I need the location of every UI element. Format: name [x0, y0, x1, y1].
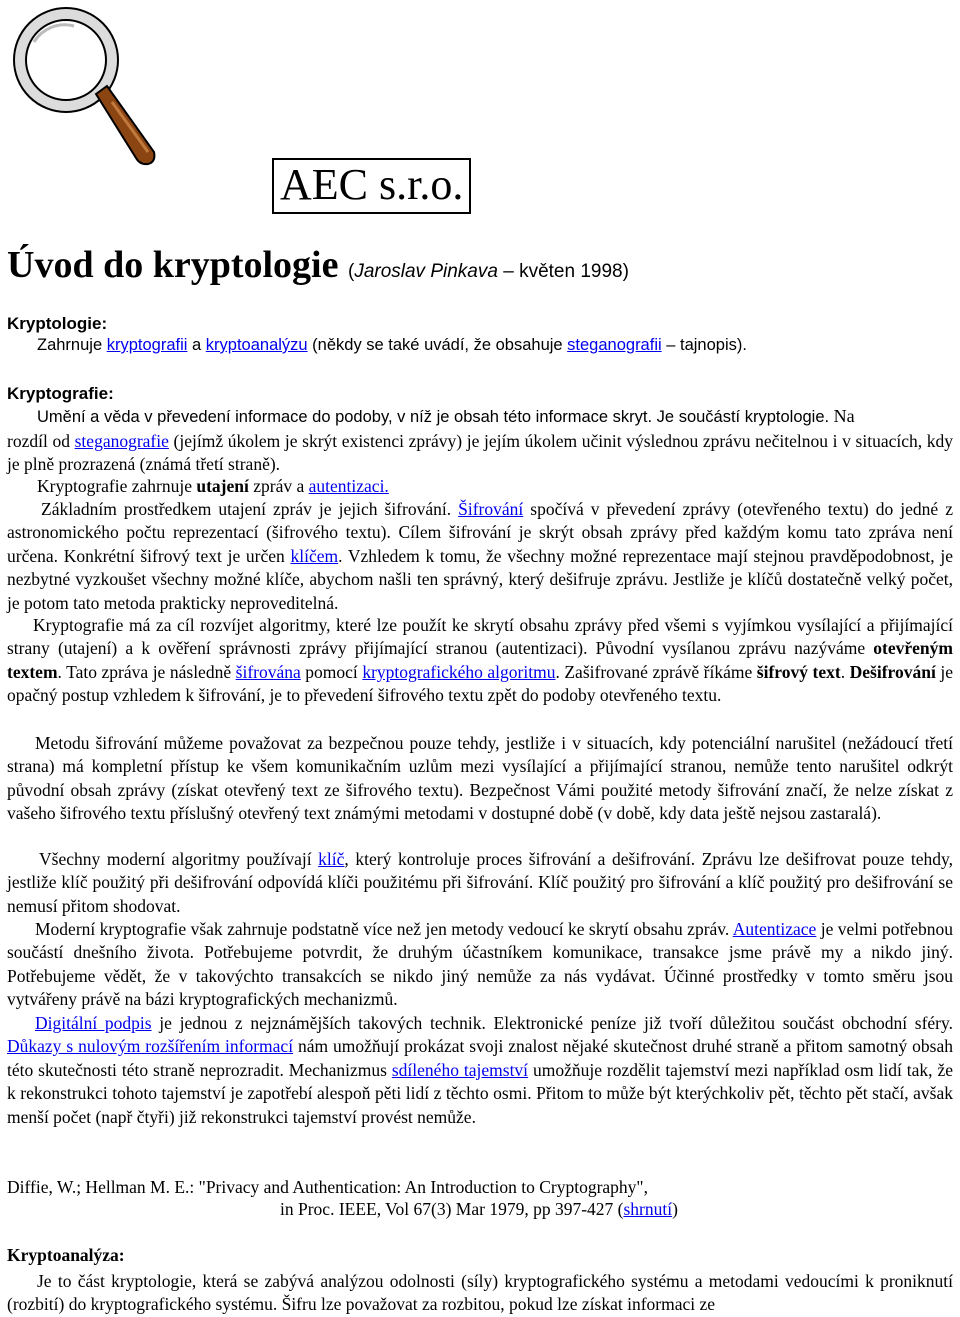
- title-dash: –: [503, 261, 514, 282]
- link-autentizaci[interactable]: autentizaci.: [308, 476, 389, 496]
- heading-kryptologie: Kryptologie:: [7, 314, 108, 333]
- link-dukazy[interactable]: Důkazy s nulovým rozšířením informací: [7, 1036, 294, 1057]
- kryptografie-line1: [37, 406, 855, 427]
- title-open: (: [347, 261, 355, 282]
- text: in Proc. IEEE, Vol 67(3) Mar 1979, pp 397-427 (: [280, 1199, 624, 1219]
- text: Zahrnuje: [37, 336, 107, 354]
- text: Moderní kryptografie však zahrnuje podstatně více než jen metody vedoucí ke skrytí obsahu zpráv.: [35, 919, 733, 939]
- text: Všechny moderní algoritmy používají: [39, 849, 319, 869]
- reference-line2: [280, 1199, 678, 1220]
- link-steganografie[interactable]: steganografie: [74, 431, 169, 451]
- heading-kryptoanalyza: Kryptoanalýza:: [7, 1245, 125, 1265]
- title-author: Jaroslav Pinkava: [354, 261, 498, 282]
- title-main: Úvod do kryptologie: [7, 244, 339, 286]
- link-klic[interactable]: klíč: [318, 849, 345, 869]
- text: a: [187, 336, 206, 354]
- heading-kryptografie: Kryptografie:: [7, 384, 114, 403]
- link-kryptograficky-algoritmus[interactable]: kryptografického algoritmu: [362, 661, 556, 682]
- text: je velmi potřebnou součástí dnešního života. Potřebujeme potvrdit, že druhým účastníkem komunikace, transakce jsme právě my a nikdo jiný. Potřebujeme vědět, že v takovýchto transakcích se nikdo jiný nemůže za nás vydávat. Účinné prostředky v tomto směru jsou vytvářeny právě na bázi kryptografických mechanizmů.: [7, 919, 953, 1010]
- text: pomocí: [300, 661, 363, 682]
- paragraph-zahrnuje: [37, 476, 389, 497]
- paragraph-kryptoanalyza: Je to část kryptologie, která se zabývá analýzou odolnosti (síly) kryptografického systému a metodami vedoucími k proniknutí (rozbití) do kryptografického systému. Šifru lze považovat za rozbitou, pokud lze získat informaci ze: [7, 1271, 953, 1315]
- text: je opačný postup vzhledem k šifrování, je to převedení šifrového textu zpět do podoby otevřeného textu.: [7, 661, 953, 706]
- link-autentizace[interactable]: Autentizace: [732, 919, 817, 939]
- magnifying-glass-icon: [4, 2, 164, 172]
- text: (jejímž úkolem je skrýt existenci zprávy) je jejím úkolem učinit výslednou zprávu nečitelnou i v situacích, kdy je plně prozrazená (známá třetí straně).: [7, 431, 954, 475]
- link-sifrovana[interactable]: šifrována: [235, 661, 301, 682]
- text: Na: [829, 406, 855, 426]
- text: je jednou z nejznámějších takových technik. Elektronické peníze již tvoří důležitou součást obchodní sféry.: [151, 1013, 953, 1033]
- text: rozdíl od: [7, 431, 75, 451]
- text: Umění a věda v převedení informace do podoby, v níž je obsah této informace skryt. Je součástí kryptologie.: [37, 408, 830, 426]
- text: nám umožňují prokázat svoji znalost nějaké skutečnost druhé straně a přitom samotný obsah této skutečnosti této straně neprozradit. Mechanizmus: [7, 1036, 954, 1080]
- text: . Vzhledem k tomu, že všechny možné reprezentace mají stejnou pravděpodobnost, je nezbytné vyzkoušet všechny možné klíče, abychom našli ten správný, který dešifruje zprávu. Jestliže je klíčů dostatečně velký počet, je potom tato metoda prakticky neproveditelná.: [7, 545, 953, 613]
- link-steganografii[interactable]: steganografii: [567, 336, 662, 354]
- paragraph-algoritmy: [7, 614, 953, 708]
- paragraph-klic: [7, 848, 953, 918]
- text: (někdy se také uvádí, že obsahuje: [307, 336, 568, 354]
- text: zpráv a: [248, 476, 309, 496]
- paragraph-autentizace: [7, 918, 953, 1012]
- page-title: [7, 242, 629, 295]
- text: . Zašifrované zprávě říkáme: [555, 661, 757, 682]
- link-kryptoanalyzu[interactable]: kryptoanalýzu: [205, 336, 308, 354]
- reference-line1: Diffie, W.; Hellman M. E.: "Privacy and Authentication: An Introduction to Cryptography",: [7, 1177, 648, 1197]
- link-digitalni-podpis[interactable]: Digitální podpis: [35, 1013, 152, 1033]
- text: , který kontroluje proces šifrování a dešifrování. Zprávu lze dešifrovat pouze tehdy, jestliže klíč použitý při dešifrování odpovídá klíči použitému při šifrování. Klíč použitý pro šifrování a klíč použitý pro dešifrování se nemusí přitom shodovat.: [7, 849, 953, 916]
- paragraph-sifrovani: [7, 498, 953, 615]
- company-name: AEC s.r.o.: [272, 158, 471, 214]
- text: Základním prostředkem utajení zpráv je jejich šifrování.: [41, 499, 459, 519]
- text: – tajnopis).: [661, 336, 747, 354]
- text: .: [840, 661, 850, 682]
- title-subtitle: [348, 261, 629, 282]
- bold-text: šifrový text: [756, 661, 841, 682]
- link-klicem[interactable]: klíčem: [290, 545, 339, 566]
- paragraph-steganografie: [7, 430, 953, 477]
- text: Kryptografie zahrnuje: [37, 476, 197, 496]
- link-sdilene-tajemstvi[interactable]: sdíleného tajemství: [391, 1059, 529, 1080]
- link-kryptografii[interactable]: kryptografii: [106, 336, 188, 354]
- bold-text: Dešifrování: [849, 661, 936, 682]
- bold-text: otevřeným textem: [7, 638, 953, 682]
- text: ): [672, 1199, 678, 1219]
- link-sifrovani[interactable]: Šifrování: [458, 499, 524, 519]
- paragraph-bezpecnost: Metodu šifrování můžeme považovat za bezpečnou pouze tehdy, jestliže i v situacích, kdy potenciální narušitel (nežádoucí třetí strana) má kompletní přístup ke všem komunikačním uzlům mezi vysílající a přijímající stranou, nemůže tento narušitel odkrýt původní obsah zprávy (získat otevřený text ze šifrového textu). Bezpečnost Vámi použité metody šifrování značí, že nelze získat z vašeho šifrového textu příslušný otevřený text známými metodami v dostupné době (v době, kdy data ještě nejsou zastaralá).: [7, 733, 953, 824]
- bold-text: utajení: [196, 476, 249, 496]
- kryptologie-definition: [37, 336, 747, 355]
- text: Kryptografie má za cíl rozvíjet algoritmy, které lze použít ke skrytí obsahu zprávy před všemi s vyjímkou vysílající a přijímající strany (utajení) a k ověření správnosti zprávy přijímající stranou (autentizaci). Původní vysílanou zprávu nazýváme: [7, 615, 953, 659]
- paragraph-digitalni-podpis: [7, 1012, 953, 1129]
- text: . Tato zpráva je následně: [57, 661, 236, 682]
- text: spočívá v převedení zprávy (otevřeného textu) do jedné z astronomického počtu reprezentací (šifrového textu). Cílem šifrování je skrýt obsah zprávy před každým komu tato zpráva není určena. Konkrétní šifrový text je určen: [7, 499, 953, 566]
- link-shrnuti[interactable]: shrnutí: [623, 1199, 673, 1219]
- text: umožňuje rozdělit tajemství mezi například osm lidí tak, že k rekonstrukci tohoto tajemství je zapotřebí alespoň pěti lidí z těchto osmi. Přitom to může být kterýchkoliv pět, těchto pět stačí, avšak menší počet (např čtyři) již rekonstrukci tajemství provést nemůže.: [7, 1059, 953, 1127]
- title-date: květen 1998): [519, 261, 629, 282]
